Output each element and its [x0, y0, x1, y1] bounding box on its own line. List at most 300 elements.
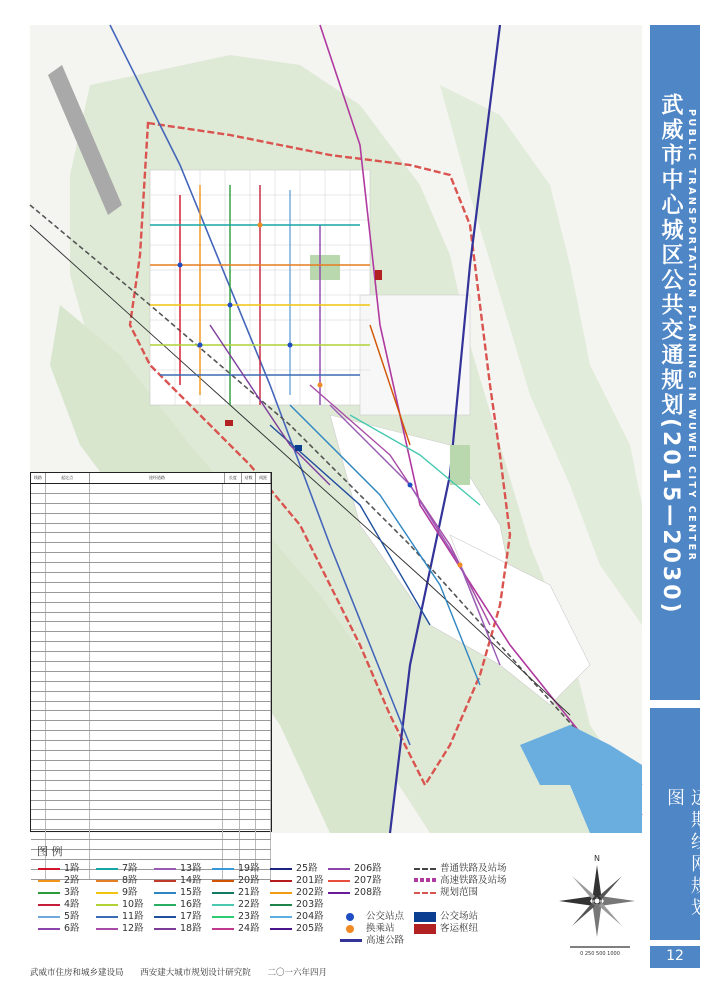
park-1 [310, 255, 340, 280]
legend-route-swatch [212, 880, 234, 882]
route-table-cell [240, 553, 255, 562]
route-table-row [31, 652, 271, 662]
route-table-row [31, 751, 271, 761]
route-table-row [31, 553, 271, 563]
page-subtitle: 远期线网规划图 [664, 788, 709, 920]
legend-symbol-label: 高速铁路及站场 [440, 875, 507, 886]
route-table-cell [240, 711, 255, 720]
legend-route-label: 13路 [180, 863, 202, 874]
route-table-header-cell: 起讫点 [46, 473, 90, 483]
route-table-cell [240, 573, 255, 582]
route-table-cell [46, 692, 90, 701]
route-table-cell [256, 721, 271, 730]
legend-route-swatch [212, 928, 234, 930]
route-table-cell [256, 791, 271, 800]
legend-route-swatch [328, 892, 350, 894]
route-table-cell [31, 741, 46, 750]
route-table-cell [240, 682, 255, 691]
page-number: 12 [666, 948, 684, 964]
route-table-cell [46, 622, 90, 631]
route-table-cell [90, 731, 223, 740]
route-table-row [31, 741, 271, 751]
legend-symbol-swatch [340, 939, 362, 942]
route-table-cell [90, 682, 223, 691]
route-table-cell [31, 830, 46, 839]
route-table-cell [46, 761, 90, 770]
route-table-body [31, 484, 271, 880]
route-table-cell [90, 484, 223, 493]
route-table-cell [256, 741, 271, 750]
route-table-cell [223, 603, 240, 612]
route-table-row [31, 632, 271, 642]
legend-route-label: 18路 [180, 923, 202, 934]
route-table-cell [46, 731, 90, 740]
route-table-cell [31, 731, 46, 740]
legend-symbol-label: 客运枢纽 [440, 923, 479, 934]
route-table-cell [31, 603, 46, 612]
route-table-row [31, 791, 271, 801]
route-table-cell [31, 751, 46, 760]
route-table-header-cell: 长度 [225, 473, 242, 483]
legend-symbol-label: 高速公路 [366, 935, 405, 946]
route-table-header-cell: 途经道路 [90, 473, 226, 483]
legend-symbol-swatch [414, 924, 436, 934]
compass-needle-ne [599, 876, 622, 899]
route-table-row [31, 672, 271, 682]
route-table-cell [31, 692, 46, 701]
route-table-cell [223, 810, 240, 819]
route-table-cell [46, 583, 90, 592]
route-table-cell [256, 553, 271, 562]
route-table-cell [46, 751, 90, 760]
route-table-cell [240, 642, 255, 651]
route-table-cell [31, 721, 46, 730]
route-table-cell [46, 524, 90, 533]
route-table-row [31, 711, 271, 721]
route-table-cell [256, 524, 271, 533]
legend-route-swatch [96, 916, 118, 918]
route-table-cell [223, 820, 240, 829]
route-table-cell [31, 593, 46, 602]
route-table-cell [256, 494, 271, 503]
route-table-cell [46, 721, 90, 730]
legend-route-swatch [212, 904, 234, 906]
page-title: 武威市中心城区公共交通规划(2015—2030) [658, 93, 683, 616]
legend-route-swatch [270, 868, 292, 870]
legend-symbol-label: 公交站点 [366, 911, 405, 922]
route-table-cell [256, 613, 271, 622]
route-table-cell [240, 830, 255, 839]
route-table-row [31, 494, 271, 504]
route-table-cell [240, 672, 255, 681]
route-table-cell [46, 702, 90, 711]
urban-east [360, 295, 470, 415]
route-table-cell [31, 810, 46, 819]
legend-route-label: 15路 [180, 887, 202, 898]
route-table-cell [31, 484, 46, 493]
route-table-cell [46, 514, 90, 523]
legend-route-swatch [38, 916, 60, 918]
route-table-cell [46, 553, 90, 562]
route-table-row [31, 504, 271, 514]
route-table-cell [90, 593, 223, 602]
route-table-cell [31, 771, 46, 780]
legend-route-label: 24路 [238, 923, 260, 934]
route-table-cell [223, 573, 240, 582]
route-table-cell [31, 524, 46, 533]
route-table-cell [223, 692, 240, 701]
route-table-cell [256, 533, 271, 542]
route-table-cell [240, 801, 255, 810]
route-table-row [31, 543, 271, 553]
route-table-cell [31, 672, 46, 681]
route-table-cell [46, 711, 90, 720]
route-table-cell [240, 583, 255, 592]
route-table-cell [90, 573, 223, 582]
route-table-row [31, 603, 271, 613]
legend-route-swatch [154, 904, 176, 906]
route-table-cell [223, 642, 240, 651]
legend-route-swatch [154, 868, 176, 870]
route-table-cell [90, 810, 223, 819]
compass-needle-nw [572, 876, 595, 899]
legend-route-label: 201路 [296, 875, 324, 886]
route-table-cell [256, 563, 271, 572]
route-table-cell [31, 682, 46, 691]
route-table-cell [31, 702, 46, 711]
route-table-cell [240, 820, 255, 829]
route-table-cell [223, 563, 240, 572]
route-table-cell [240, 593, 255, 602]
legend-route-swatch [270, 916, 292, 918]
legend-route-label: 12路 [122, 923, 144, 934]
route-table-cell [240, 622, 255, 631]
route-table-cell [90, 820, 223, 829]
route-table-cell [90, 662, 223, 671]
legend-route-label: 208路 [354, 887, 382, 898]
route-table-cell [256, 484, 271, 493]
route-table-cell [223, 514, 240, 523]
route-table-header-cell: 站数 [242, 473, 257, 483]
route-table-cell [223, 524, 240, 533]
route-table-cell [46, 662, 90, 671]
bus-terminal-3 [295, 445, 302, 451]
route-table-cell [240, 543, 255, 552]
route-table-cell [256, 682, 271, 691]
legend-symbol-label: 规划范围 [440, 887, 479, 898]
footer-org-2: 西安建大城市规划设计研究院 [140, 968, 251, 978]
legend-route-label: 16路 [180, 899, 202, 910]
route-table-cell [90, 830, 223, 839]
route-table-cell [223, 662, 240, 671]
legend-route-label: 206路 [354, 863, 382, 874]
route-table-cell [240, 771, 255, 780]
route-table-cell [46, 563, 90, 572]
route-table-cell [223, 622, 240, 631]
page-number-bar [650, 946, 700, 968]
route-table-cell [240, 731, 255, 740]
legend-route-swatch [154, 892, 176, 894]
legend-route-label: 7路 [122, 863, 138, 874]
route-table-cell [46, 573, 90, 582]
footer [30, 966, 642, 980]
route-table-row [31, 771, 271, 781]
route-table-cell [46, 632, 90, 641]
legend-route-swatch [270, 892, 292, 894]
route-table-cell [256, 672, 271, 681]
route-table-cell [223, 613, 240, 622]
route-table-cell [240, 702, 255, 711]
legend-route-swatch [270, 928, 292, 930]
route-table-cell [256, 810, 271, 819]
route-table-cell [46, 801, 90, 810]
legend-route-label: 1路 [64, 863, 80, 874]
route-table-cell [31, 662, 46, 671]
route-table-cell [46, 504, 90, 513]
route-table-cell [46, 682, 90, 691]
route-table-cell [256, 771, 271, 780]
route-table-cell [31, 563, 46, 572]
route-table-cell [256, 702, 271, 711]
legend-route-label: 3路 [64, 887, 80, 898]
route-table-cell [90, 613, 223, 622]
route-table-cell [256, 662, 271, 671]
legend-symbol-label: 换乘站 [366, 923, 395, 934]
legend-route-swatch [96, 904, 118, 906]
route-table-cell [46, 741, 90, 750]
route-table-cell [223, 632, 240, 641]
route-table-cell [223, 543, 240, 552]
route-table-cell [256, 603, 271, 612]
legend-route-swatch [96, 928, 118, 930]
route-table-cell [46, 771, 90, 780]
legend-route-label: 6路 [64, 923, 80, 934]
route-table-cell [31, 573, 46, 582]
route-table-cell [90, 771, 223, 780]
route-table-cell [46, 642, 90, 651]
route-table-cell [223, 791, 240, 800]
legend-route-label: 8路 [122, 875, 138, 886]
route-table-cell [46, 494, 90, 503]
legend-route-swatch [96, 880, 118, 882]
route-table-cell [223, 751, 240, 760]
route-table-row [31, 593, 271, 603]
route-table-cell [223, 533, 240, 542]
route-table-cell [240, 662, 255, 671]
route-table-row [31, 731, 271, 741]
route-table-header-cell: 线路 [31, 473, 46, 483]
legend-route-label: 19路 [238, 863, 260, 874]
route-table-cell [90, 543, 223, 552]
route-table-cell [90, 603, 223, 612]
legend-route-swatch [212, 892, 234, 894]
route-table-cell [240, 692, 255, 701]
scale-label: 0 250 500 1000 [580, 951, 620, 957]
legend-route-label: 202路 [296, 887, 324, 898]
legend-symbol-swatch [414, 892, 436, 894]
route-table-header-cell: 间距 [256, 473, 271, 483]
legend-route-swatch [38, 880, 60, 882]
route-table-row [31, 514, 271, 524]
route-table-cell [90, 583, 223, 592]
legend-route-label: 25路 [296, 863, 318, 874]
route-table-cell [240, 563, 255, 572]
route-table-cell [90, 504, 223, 513]
legend-route-swatch [96, 892, 118, 894]
footer-date: 二〇一六年四月 [267, 968, 327, 978]
route-table-row [31, 524, 271, 534]
route-table-cell [240, 514, 255, 523]
route-table-row [31, 682, 271, 692]
route-table-cell [240, 632, 255, 641]
route-table-cell [256, 751, 271, 760]
page-title-english: PUBLIC TRANSPORTATION PLANNING IN WUWEI CITY CENTER [686, 109, 697, 563]
route-table-cell [90, 642, 223, 651]
route-table-cell [256, 761, 271, 770]
route-table-cell [256, 731, 271, 740]
legend-route-label: 9路 [122, 887, 138, 898]
legend-symbol-swatch [346, 925, 354, 933]
route-table-cell [90, 692, 223, 701]
route-table-cell [256, 642, 271, 651]
legend-route-swatch [212, 916, 234, 918]
route-table-cell [31, 642, 46, 651]
route-table-cell [31, 791, 46, 800]
route-table-cell [90, 791, 223, 800]
route-table-cell [90, 781, 223, 790]
compass-north-label: N [594, 854, 600, 863]
route-table-row [31, 761, 271, 771]
legend-symbol-swatch [414, 912, 436, 922]
route-table-cell [256, 692, 271, 701]
route-table-cell [256, 801, 271, 810]
legend-route-swatch [328, 868, 350, 870]
legend-route-swatch [38, 904, 60, 906]
route-table-cell [46, 672, 90, 681]
route-table-cell [90, 514, 223, 523]
legend-route-label: 204路 [296, 911, 324, 922]
route-table-cell [223, 761, 240, 770]
route-table-cell [46, 830, 90, 839]
route-table-cell [31, 652, 46, 661]
route-table-cell [256, 593, 271, 602]
route-table-row [31, 820, 271, 830]
route-table-cell [31, 711, 46, 720]
route-table-cell [223, 553, 240, 562]
route-table-cell [223, 494, 240, 503]
route-table-cell [46, 791, 90, 800]
route-table-cell [46, 652, 90, 661]
route-table-cell [256, 820, 271, 829]
route-table-cell [223, 801, 240, 810]
route-table-cell [256, 622, 271, 631]
route-table-cell [31, 494, 46, 503]
route-table-row [31, 721, 271, 731]
route-table-cell [256, 504, 271, 513]
route-table-row [31, 810, 271, 820]
footer-org-1: 武威市住房和城乡建设局 [30, 968, 124, 978]
route-table-cell [223, 781, 240, 790]
route-table-cell [90, 711, 223, 720]
route-table-cell [90, 751, 223, 760]
legend-route-label: 21路 [238, 887, 260, 898]
route-table-row [31, 622, 271, 632]
route-table-cell [90, 721, 223, 730]
route-table-cell [46, 820, 90, 829]
route-table-cell [256, 830, 271, 839]
route-table-cell [256, 711, 271, 720]
route-table-cell [240, 781, 255, 790]
route-table-cell [240, 741, 255, 750]
route-table-cell [223, 830, 240, 839]
route-table-cell [223, 702, 240, 711]
route-table-cell [240, 504, 255, 513]
compass-needle-east [600, 896, 635, 906]
legend-route-swatch [38, 868, 60, 870]
route-table-cell [46, 613, 90, 622]
route-table-cell [90, 494, 223, 503]
route-table-cell [90, 801, 223, 810]
route-table-header [31, 473, 271, 484]
legend-symbol-swatch [414, 868, 436, 870]
route-table-cell [90, 702, 223, 711]
route-table-cell [240, 494, 255, 503]
legend-route-label: 5路 [64, 911, 80, 922]
route-table-row [31, 533, 271, 543]
route-table-cell [31, 533, 46, 542]
legend-route-label: 23路 [238, 911, 260, 922]
legend-route-swatch [212, 868, 234, 870]
legend-symbol-label: 普通铁路及站场 [440, 863, 507, 874]
bus-terminal-2 [225, 420, 233, 426]
route-table-row [31, 781, 271, 791]
legend-route-label: 11路 [122, 911, 144, 922]
legend-route-swatch [38, 928, 60, 930]
compass-needle-sw [572, 903, 595, 926]
legend-route-swatch [270, 880, 292, 882]
legend-route-swatch [38, 892, 60, 894]
legend-route-swatch [154, 928, 176, 930]
route-table-cell [223, 731, 240, 740]
route-table-cell [223, 593, 240, 602]
route-table-cell [256, 583, 271, 592]
route-table-cell [240, 524, 255, 533]
route-table-row [31, 801, 271, 811]
legend-route-label: 4路 [64, 899, 80, 910]
route-table-cell [31, 543, 46, 552]
route-table-cell [223, 652, 240, 661]
route-table-cell [240, 613, 255, 622]
legend-route-label: 203路 [296, 899, 324, 910]
route-table-cell [256, 652, 271, 661]
compass-rose [550, 849, 645, 961]
legend-symbol-label: 公交场站 [440, 911, 479, 922]
route-table-cell [31, 622, 46, 631]
route-table-cell [223, 741, 240, 750]
legend-route-swatch [154, 880, 176, 882]
route-table-cell [90, 533, 223, 542]
route-table-cell [256, 632, 271, 641]
route-table-cell [46, 533, 90, 542]
legend-symbol-swatch [346, 913, 354, 921]
route-table-row [31, 563, 271, 573]
route-table-cell [90, 741, 223, 750]
route-table-cell [31, 761, 46, 770]
route-table-cell [223, 682, 240, 691]
route-table-cell [256, 573, 271, 582]
route-table-cell [31, 801, 46, 810]
route-table-cell [46, 781, 90, 790]
